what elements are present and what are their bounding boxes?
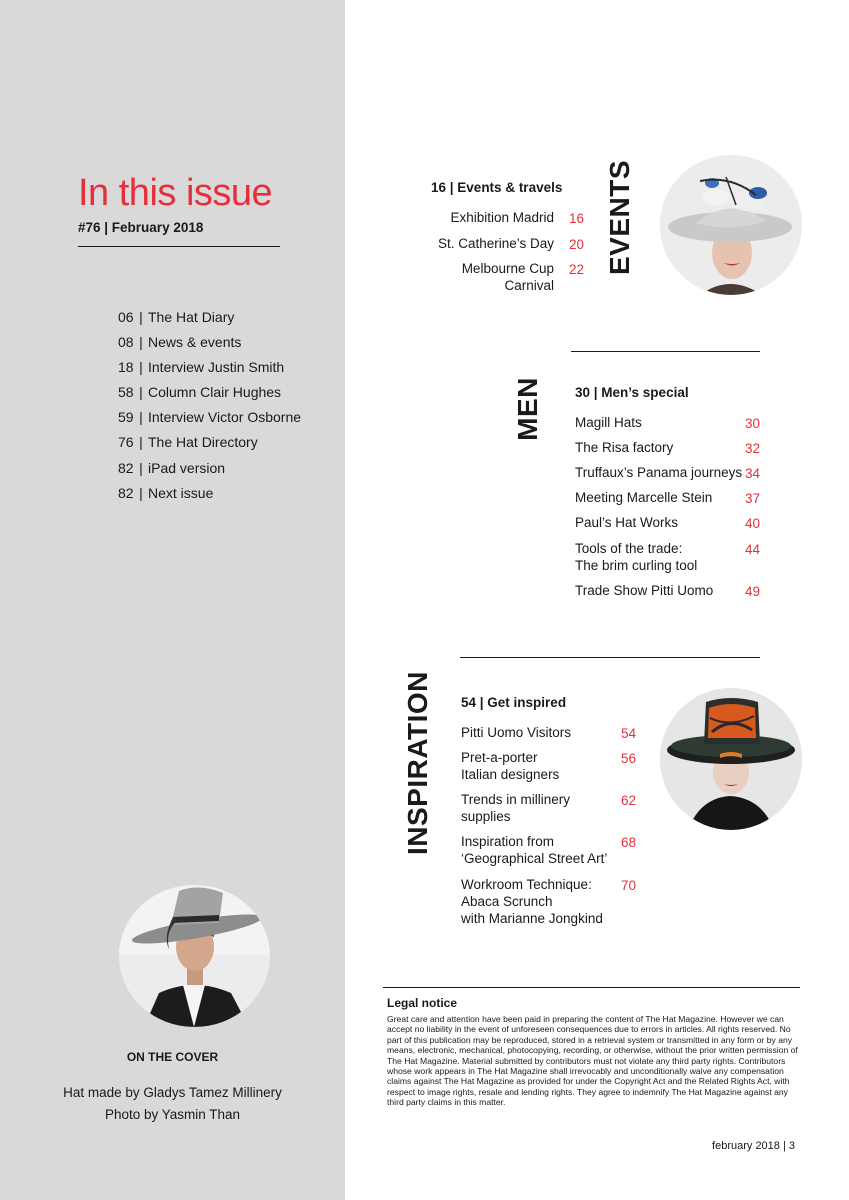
men-entry[interactable]: [575, 514, 765, 531]
inspiration-page-number: 62: [621, 793, 637, 808]
event-entry[interactable]: [450, 209, 554, 226]
inspiration-page-number: 70: [621, 878, 637, 893]
toc-item[interactable]: [118, 359, 301, 384]
inspiration-page-number: 68: [621, 835, 637, 850]
toc-page-number: 18: [118, 359, 134, 376]
toc-page-number: 82: [118, 484, 134, 501]
legal-title: Legal notice: [387, 996, 458, 1010]
toc-item[interactable]: [118, 434, 301, 459]
men-entry[interactable]: [575, 414, 765, 431]
inspiration-entry[interactable]: [461, 749, 641, 783]
men-entry[interactable]: [575, 439, 765, 456]
events-section-label: EVENTS: [604, 159, 635, 275]
toc-page-number: 06: [118, 309, 134, 325]
men-title: Trade Show Pitti Uomo: [575, 583, 714, 598]
toc-label: Next issue: [148, 484, 214, 501]
toc-label: The Hat Directory: [148, 434, 258, 451]
issue-subtitle: #76 | February 2018: [78, 220, 204, 235]
inspiration-entry[interactable]: [461, 833, 641, 867]
toc-item[interactable]: [118, 384, 301, 409]
men-entry[interactable]: [575, 464, 765, 481]
toc-item[interactable]: [118, 409, 301, 434]
toc-page-number: 08: [118, 334, 134, 351]
event-entry[interactable]: [462, 260, 554, 294]
legal-body: Great care and attention have been paid in preparing the content of The Hat Magazine. However we can accept no liability in the event of unforeseen consequences due to errors in articles. All rights reserved. No part of this publication may be reproduced, stored in a retrieval system or transmitted in any form or by any means, electronic, mechanical, photocopying, recording, or otherwise, without the prior written permission of The Hat Magazine. Material submitted by contributors must not violate any third party rights. Contributors whose work appears in The Hat Magazine shall irrevocably and unconditionally waive any compensation claims against The Hat Magazine as provided for under the Copyright Act and the Related Rights Act, with respect to image rights, resale and lending rights. They agree to indemnify The Hat Magazine against any third party claims in this matter.: [387, 1014, 798, 1108]
toc-separator: |: [139, 334, 143, 351]
men-page-number: 30: [745, 416, 761, 431]
toc-label: The Hat Diary: [148, 309, 235, 325]
inspiration-title: Pitti Uomo Visitors: [461, 725, 572, 740]
events-divider: [571, 351, 760, 352]
men-page-number: 34: [745, 466, 761, 481]
inspiration-title: Trends in millinery: [461, 792, 571, 807]
inspiration-title: Inspiration from: [461, 834, 555, 849]
inspiration-title-line2: Italian designers: [461, 767, 560, 782]
toc-page-number: 59: [118, 409, 134, 426]
event-page-number: 16: [569, 211, 585, 226]
men-title: Meeting Marcelle Stein: [575, 490, 713, 505]
inspiration-title: Workroom Technique:: [461, 877, 592, 892]
legal-divider: [383, 987, 800, 988]
inspiration-section-label: INSPIRATION: [402, 671, 433, 855]
event-page: [569, 236, 584, 253]
toc-page-number: 58: [118, 384, 134, 401]
toc-label: Column Clair Hughes: [148, 384, 282, 401]
men-title: Tools of the trade:: [575, 541, 683, 556]
toc-label: Interview Justin Smith: [148, 359, 285, 376]
toc-item[interactable]: [118, 334, 301, 359]
sidebar-toc: [118, 309, 301, 510]
men-title-line2: The brim curling tool: [575, 558, 698, 573]
cover-label: ON THE COVER: [126, 1050, 219, 1064]
men-page-number: 49: [745, 584, 761, 599]
event-page: [569, 210, 584, 227]
men-title: Truffaux’s Panama journeys: [575, 465, 743, 480]
toc-item[interactable]: [118, 309, 301, 334]
cover-credit-photo: Photo by Yasmin Than: [104, 1107, 241, 1122]
men-title: Magill Hats: [575, 415, 642, 430]
cover-photo: [119, 885, 270, 1027]
event-page-number: 22: [569, 262, 585, 277]
men-page-number: 32: [745, 441, 761, 456]
event-page-number: 20: [569, 237, 585, 252]
toc-label: News & events: [148, 334, 242, 351]
men-title: The Risa factory: [575, 440, 674, 455]
men-title: Paul’s Hat Works: [575, 515, 679, 530]
men-section-label: MEN: [512, 377, 543, 441]
toc-separator: |: [139, 459, 143, 476]
toc-separator: |: [139, 384, 143, 401]
men-header: 30 | Men’s special: [575, 385, 689, 400]
toc-item[interactable]: [118, 460, 301, 485]
inspiration-entry[interactable]: [461, 876, 641, 927]
inspiration-entry[interactable]: [461, 724, 641, 741]
toc-label: iPad version: [148, 459, 226, 476]
inspiration-photo: [660, 688, 802, 830]
men-page-number: 44: [745, 542, 761, 557]
men-page-number: 37: [745, 491, 761, 506]
event-title: Melbourne Cup: [461, 261, 554, 276]
toc-separator: |: [139, 484, 143, 501]
inspiration-page-number: 54: [621, 726, 637, 741]
page-title: In this issue: [78, 172, 273, 214]
inspiration-header: 54 | Get inspired: [461, 695, 567, 710]
toc-separator: |: [139, 434, 143, 451]
inspiration-title-line2: Abaca Scrunch: [461, 894, 553, 909]
toc-separator: |: [139, 309, 143, 325]
inspiration-entry[interactable]: [461, 791, 641, 825]
toc-page-number: 76: [118, 434, 134, 451]
toc-item[interactable]: [118, 485, 301, 510]
men-entry[interactable]: [575, 489, 765, 506]
cover-credit-hat: Hat made by Gladys Tamez Millinery: [63, 1085, 282, 1100]
inspiration-title-line3: with Marianne Jongkind: [461, 911, 603, 926]
event-page: [569, 261, 584, 278]
men-page-number: 40: [745, 516, 761, 531]
toc-separator: |: [139, 409, 143, 426]
title-divider: [78, 246, 280, 247]
inspiration-title: Pret-a-porter: [461, 750, 538, 765]
toc-page-number: 82: [118, 459, 134, 476]
events-photo: [660, 155, 802, 295]
men-entry[interactable]: [575, 582, 765, 599]
event-title: St. Catherine’s Day: [437, 236, 554, 251]
men-entry[interactable]: [575, 540, 765, 574]
inspiration-title-line2: supplies: [461, 809, 511, 824]
inspiration-title-line2: ‘Geographical Street Art’: [461, 851, 608, 866]
toc-label: Interview Victor Osborne: [148, 409, 302, 426]
men-divider: [460, 657, 760, 658]
inspiration-page-number: 56: [621, 751, 637, 766]
event-title: Exhibition Madrid: [450, 210, 554, 225]
toc-separator: |: [139, 359, 143, 376]
event-entry[interactable]: [438, 235, 554, 252]
page-footer: february 2018 | 3: [712, 1140, 795, 1152]
event-title-line2: Carnival: [504, 278, 554, 293]
events-header: 16 | Events & travels: [431, 180, 563, 195]
